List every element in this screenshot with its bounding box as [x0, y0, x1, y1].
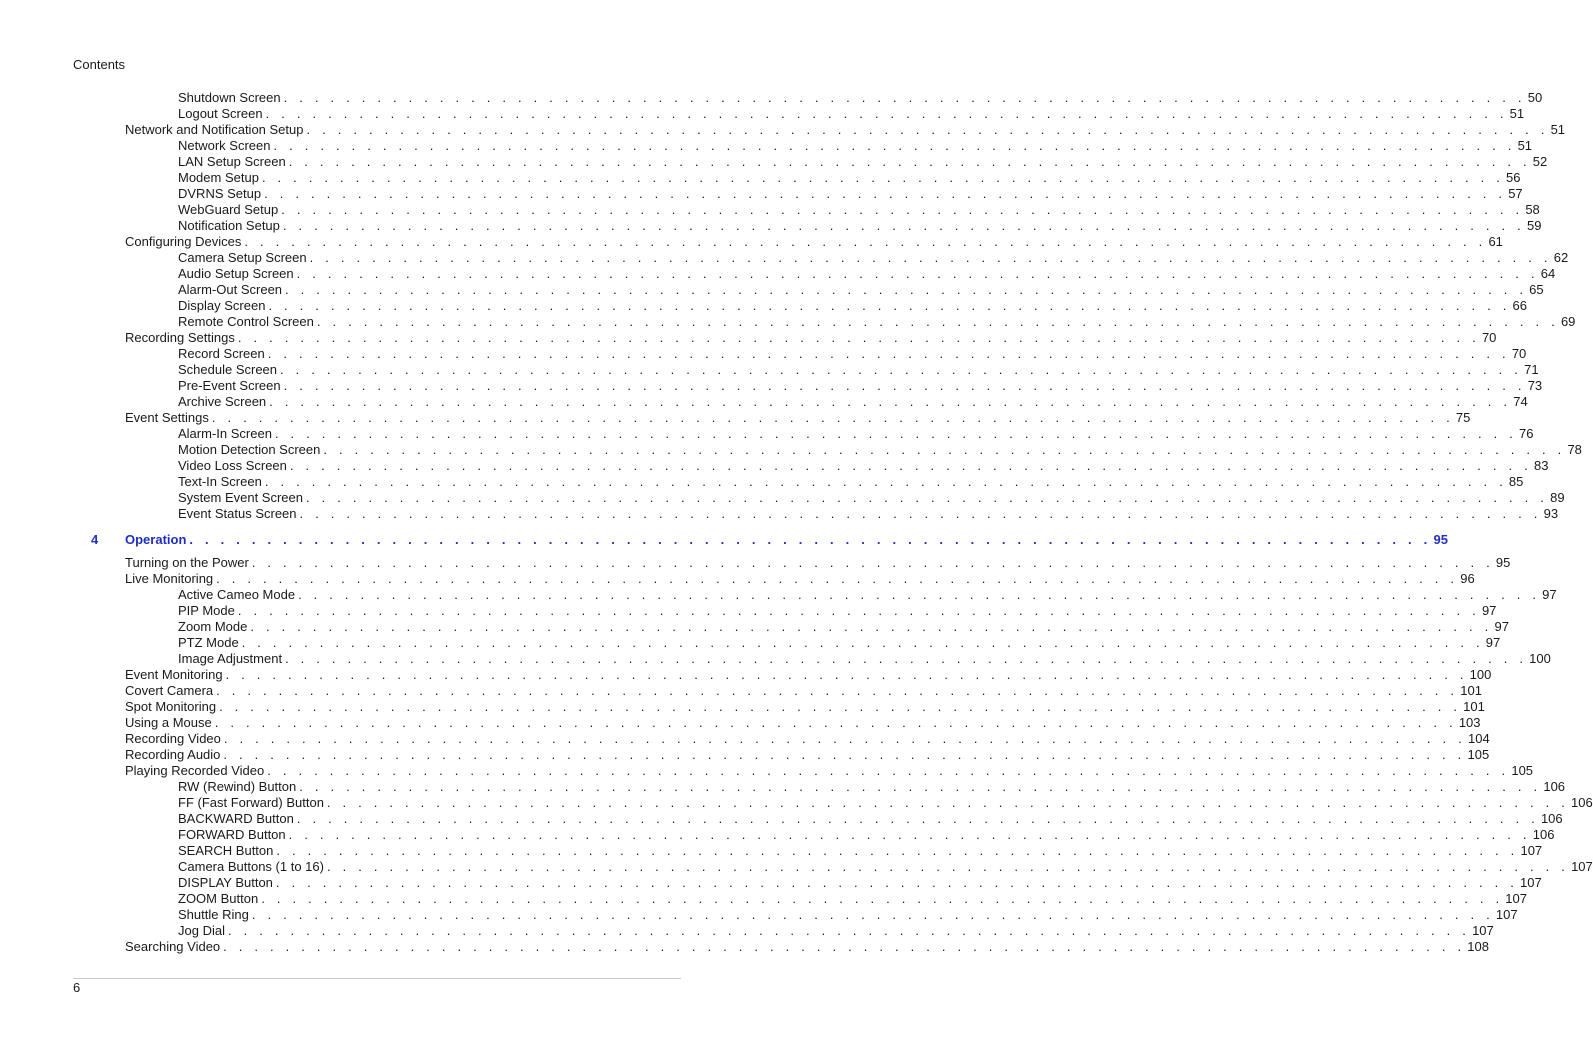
- toc-entry-page: 70: [1481, 330, 1497, 345]
- toc-entry[interactable]: [178, 138, 1533, 154]
- toc-entry-page: 106: [1532, 827, 1555, 842]
- toc-entry-page: 57: [1508, 186, 1523, 201]
- toc-entry-title: Jog Dial: [178, 923, 225, 938]
- toc-entry[interactable]: [125, 571, 1475, 587]
- toc-leader-dots: . . . . . . . . . . . . . . . . . . . . . . . . . . . . . . . . . . . . . . . . . . . . . . . . . . . . . . . . . . . . . . . . . . . . . . . . . . . . . . . .: [216, 683, 1459, 698]
- toc-entry[interactable]: [125, 667, 1492, 683]
- toc-entry[interactable]: [178, 923, 1494, 939]
- toc-chapter-entry[interactable]: [125, 532, 1448, 548]
- toc-entry-page: 95: [1495, 555, 1511, 570]
- toc-leader-dots: . . . . . . . . . . . . . . . . . . . . . . . . . . . . . . . . . . . . . . . . . . . . . . . . . . . . . . . . . . . . . . . . . . . . . . . . . . . . . . . .: [267, 763, 1510, 778]
- toc-entry[interactable]: [178, 458, 1549, 474]
- toc-entry-title: Motion Detection Screen: [178, 442, 321, 457]
- toc-chapter-number: 4: [91, 532, 99, 547]
- toc-entry-title: Configuring Devices: [125, 234, 242, 249]
- toc-entry[interactable]: [178, 298, 1527, 314]
- toc-entry-page: 50: [1527, 90, 1543, 105]
- toc-leader-dots: . . . . . . . . . . . . . . . . . . . . . . . . . . . . . . . . . . . . . . . . . . . . . . . . . . . . . . . . . . . . . . . . . . . . . . . . . . . . . . . .: [288, 154, 1531, 169]
- toc-entry-page: 106: [1543, 779, 1566, 794]
- toc-entry-title: Image Adjustment: [178, 651, 283, 666]
- toc-leader-dots: . . . . . . . . . . . . . . . . . . . . . . . . . . . . . . . . . . . . . . . . . . . . . . . . . . . . . . . . . . . . . . . . . . . . . . . . . . . . . . . .: [265, 106, 1508, 121]
- toc-entry-title: System Event Screen: [178, 490, 303, 505]
- toc-entry-title: PTZ Mode: [178, 635, 239, 650]
- toc-entry[interactable]: [125, 410, 1471, 426]
- toc-entry-page: 74: [1513, 394, 1528, 409]
- toc-entry-page: 70: [1511, 346, 1527, 361]
- toc-entry-title: Event Monitoring: [125, 667, 223, 682]
- toc-entry-page: 73: [1527, 378, 1543, 393]
- toc-entry[interactable]: [178, 587, 1557, 603]
- toc-entry-title: Using a Mouse: [125, 715, 212, 730]
- toc-entry[interactable]: [178, 90, 1543, 106]
- toc-leader-dots: . . . . . . . . . . . . . . . . . . . . . . . . . . . . . . . . . . . . . . . . . . . . . . . . . . . . . . . . . . . . . . . . . . . . . . . . . . . . . . . .: [309, 250, 1552, 265]
- toc-entry-title: Network and Notification Setup: [125, 122, 304, 137]
- toc-entry-page: 97: [1481, 603, 1497, 618]
- toc-entry[interactable]: [178, 362, 1539, 378]
- toc-entry-page: 52: [1532, 154, 1548, 169]
- toc-entry-page: 78: [1567, 442, 1582, 457]
- toc-entry-page: 65: [1529, 282, 1544, 297]
- toc-entry[interactable]: [178, 442, 1582, 458]
- toc-entry[interactable]: [125, 763, 1534, 779]
- toc-entry-title: Shutdown Screen: [178, 90, 281, 105]
- toc-entry-title: DVRNS Setup: [178, 186, 262, 201]
- toc-entry[interactable]: [125, 699, 1485, 715]
- toc-entry-title: Pre-Event Screen: [178, 378, 281, 393]
- toc-entry[interactable]: [125, 731, 1490, 747]
- toc-entry-page: 51: [1509, 106, 1525, 121]
- toc-leader-dots: . . . . . . . . . . . . . . . . . . . . . . . . . . . . . . . . . . . . . . . . . . . . . . . . . . . . . . . . . . . . . . . . . . . . . . . . . . . . . . . .: [250, 619, 1493, 634]
- toc-entry-title: Schedule Screen: [178, 362, 278, 377]
- toc-entry[interactable]: [178, 619, 1509, 635]
- toc-entry-title: Shuttle Ring: [178, 907, 249, 922]
- toc-entry-page: 83: [1533, 458, 1549, 473]
- toc-entry-title: Recording Audio: [125, 747, 221, 762]
- toc-leader-dots: . . . . . . . . . . . . . . . . . . . . . . . . . . . . . . . . . . . . . . . . . . . . . . . . . . . . . . . . . . . . . . . . . . . . . . . . . . . . . . . .: [244, 234, 1487, 249]
- toc-entry[interactable]: [125, 683, 1482, 699]
- toc-entry[interactable]: [178, 154, 1548, 170]
- toc-entry-page: 89: [1550, 490, 1565, 505]
- toc-entry[interactable]: [125, 122, 1566, 138]
- toc-entry-title: Modem Setup: [178, 170, 259, 185]
- toc-entry-page: 56: [1506, 170, 1521, 185]
- toc-leader-dots: . . . . . . . . . . . . . . . . . . . . . . . . . . . . . . . . . . . . . . . . . . . . . . . . . . . . . . . . . . . . . . . . . . . . . . . . . . . . . . . .: [298, 587, 1541, 602]
- toc-entry-title: Live Monitoring: [125, 571, 214, 586]
- toc-entry-page: 64: [1540, 266, 1556, 281]
- toc-entry[interactable]: [178, 266, 1556, 282]
- toc-entry-title: SEARCH Button: [178, 843, 274, 858]
- toc-entry-title: Network Screen: [178, 138, 271, 153]
- toc-entry-title: Operation: [125, 532, 187, 547]
- toc-entry-page: 71: [1524, 362, 1539, 377]
- toc-entry[interactable]: [125, 747, 1490, 763]
- toc-entry-page: 101: [1463, 699, 1485, 714]
- toc-leader-dots: . . . . . . . . . . . . . . . . . . . . . . . . . . . . . . . . . . . . . . . . . . . . . . . . . . . . . . . . . . . . . . . . . . . . . . . . . . . . . . . .: [216, 571, 1459, 586]
- toc-entry-title: Camera Setup Screen: [178, 250, 307, 265]
- toc-entry[interactable]: [178, 779, 1566, 795]
- toc-leader-dots: . . . . . . . . . . . . . . . . . . . . . . . . . . . . . . . . . . . . . . . . . . . . . . . . . . . . . . . . . . . . . . . . . . . . . . . . . . . . . . . .: [299, 779, 1542, 794]
- toc-entry[interactable]: [178, 314, 1576, 330]
- toc-entry-page: 104: [1467, 731, 1490, 746]
- toc-leader-dots: . . . . . . . . . . . . . . . . . . . . . . . . . . . . . . . . . . . . . . . . . . . . . . . . . . . . . . . . . . . . . . . . . . . . . . . . . . . . . . . .: [251, 907, 1494, 922]
- toc-leader-dots: . . . . . . . . . . . . . . . . . . . . . . . . . . . . . . . . . . . . . . . . . . . . . . . . . . . . . . . . . . . . . . . . . . . . . . . . . . . . . . . .: [211, 410, 1454, 425]
- toc-entry-title: Recording Video: [125, 731, 221, 746]
- toc-leader-dots: . . . . . . . . . . . . . . . . . . . . . . . . . . . . . . . . . . . . . . . . . . . . . . . . . . . . . . . . . . . . . . . . . . . . . . . . . . . . . . . .: [276, 843, 1519, 858]
- toc-entry-title: Spot Monitoring: [125, 699, 217, 714]
- toc-leader-dots: . . . . . . . . . . . . . . . . . . . . . . . . . . . . . . . . . . . . . . . . . . . . . . . . . . . . . . . . . . . . . . . . . . . . . . . . . . . . . . . .: [306, 490, 1549, 505]
- toc-entry-page: 97: [1542, 587, 1557, 602]
- running-header: Contents: [73, 57, 126, 72]
- toc-entry[interactable]: [178, 795, 1593, 811]
- toc-entry[interactable]: [178, 875, 1542, 891]
- toc-leader-dots: . . . . . . . . . . . . . . . . . . . . . . . . . . . . . . . . . . . . . . . . . . . . . . . . . . . . . . . . . . . . . . . . . . . . . . . . . . . . . . . .: [280, 362, 1523, 377]
- toc-entry[interactable]: [178, 490, 1565, 506]
- toc-leader-dots: . . . . . . . . . . . . . . . . . . . . . . . . . . . . . . . . . . . . . . . . . . . . . . . . . . . . . . . . . . . . . . . . . . . . . . . . . . . . . . . .: [285, 651, 1528, 666]
- toc-entry[interactable]: [178, 827, 1555, 843]
- toc-leader-dots: . . . . . . . . . . . . . . . . . . . . . . . . . . . . . . . . . . . . . . . . . . . . . . . . . . . . . . . . . . . . . . . . . . . . . . . . . . . . . . . .: [261, 170, 1505, 185]
- toc-entry-title: LAN Setup Screen: [178, 154, 286, 169]
- footer-rule: [73, 978, 681, 979]
- toc-entry-title: DISPLAY Button: [178, 875, 273, 890]
- toc-entry-page: 100: [1469, 667, 1492, 682]
- toc-leader-dots: . . . . . . . . . . . . . . . . . . . . . . . . . . . . . . . . . . . . . . . . . . . . . . . . . . . . . . . . . . . . . . . . . . . . . . . . . . . . . . . .: [296, 811, 1539, 826]
- toc-entry-title: RW (Rewind) Button: [178, 779, 297, 794]
- toc-entry-page: 107: [1495, 907, 1518, 922]
- toc-entry-page: 75: [1455, 410, 1471, 425]
- toc-entry-title: Playing Recorded Video: [125, 763, 265, 778]
- toc-entry-title: BACKWARD Button: [178, 811, 294, 826]
- toc-entry[interactable]: [178, 186, 1523, 202]
- toc-leader-dots: . . . . . . . . . . . . . . . . . . . . . . . . . . . . . . . . . . . . . . . . . . . . . . . . . . . . . . . . . . . . . . . . . . . . . . . . . . . . . . . .: [225, 667, 1468, 682]
- toc-entry[interactable]: [125, 330, 1497, 346]
- toc-entry[interactable]: [178, 346, 1527, 362]
- toc-entry[interactable]: [125, 234, 1503, 250]
- toc-entry-title: Remote Control Screen: [178, 314, 314, 329]
- toc-entry-page: 76: [1519, 426, 1534, 441]
- toc-entry[interactable]: [178, 635, 1501, 651]
- toc-entry[interactable]: [178, 250, 1569, 266]
- toc-entry-page: 93: [1543, 506, 1559, 521]
- toc-leader-dots: . . . . . . . . . . . . . . . . . . . . . . . . . . . . . . . . . . . . . . . . . . . . . . . . . . . . . . . . . . . . . . . . . . . . . . . . . . . . . . . .: [268, 298, 1511, 313]
- toc-entry-page: 96: [1460, 571, 1475, 586]
- toc-entry-page: 95: [1433, 532, 1448, 547]
- toc-entry[interactable]: [125, 555, 1511, 571]
- toc-entry-page: 106: [1540, 811, 1563, 826]
- toc-leader-dots: . . . . . . . . . . . . . . . . . . . . . . . . . . . . . . . . . . . . . . . . . . . . . . . . . . . . . . . . . . . . . . . . . . . . . . . . . . . . . . . .: [227, 923, 1471, 938]
- toc-leader-dots: . . . . . . . . . . . . . . . . . . . . . . . . . . . . . . . . . . . . . . . . . . . . . . . . . . . . . . . . . . . . . . . . . . . . . . . . . . . . . . . .: [275, 875, 1519, 890]
- toc-entry-title: Event Status Screen: [178, 506, 297, 521]
- toc-entry-title: Text-In Screen: [178, 474, 262, 489]
- toc-leader-dots: . . . . . . . . . . . . . . . . . . . . . . . . . . . . . . . . . . . . . . . . . . . . . . . . . . . . . . . . . . . . . . . . . . . . . . . . . . . . . . . .: [282, 218, 1525, 233]
- toc-entry-page: 107: [1571, 859, 1593, 874]
- toc-entry-title: FF (Fast Forward) Button: [178, 795, 324, 810]
- toc-entry-page: 51: [1517, 138, 1533, 153]
- toc-leader-dots: . . . . . . . . . . . . . . . . . . . . . . . . . . . . . . . . . . . . . . . . . . . . . . . . . . . . . . . . . . . . . . . . . . . . . . . . . . . . . . . .: [326, 795, 1570, 810]
- toc-leader-dots: . . . . . . . . . . . . . . . . . . . . . . . . . . . . . . . . . . . . . . . . . . . . . . . . . . . . . . . . . . . . . . . . . . . . . . . . . . . . . . . .: [251, 555, 1494, 570]
- toc-entry[interactable]: [178, 474, 1524, 490]
- toc-entry-title: Alarm-Out Screen: [178, 282, 283, 297]
- toc-leader-dots: . . . . . . . . . . . . . . . . . . . . . . . . . . . . . . . . . . . . . . . . . . . . . . . . . . . . . . . . . . . . . . . . . . . . . . . . . . . . . . . .: [237, 330, 1480, 345]
- toc-entry[interactable]: [178, 811, 1563, 827]
- toc-entry-title: ZOOM Button: [178, 891, 259, 906]
- toc-leader-dots: . . . . . . . . . . . . . . . . . . . . . . . . . . . . . . . . . . . . . . . . . . . . . . . . . . . . . . . . . . . . . . . . . . . . . . . . . . . . . . . .: [223, 747, 1466, 762]
- toc-leader-dots: . . . . . . . . . . . . . . . . . . . . . . . . . . . . . . . . . . . . . . . . . . . . . . . . . . . . . . . . . . . . . . . . . . . . . . . . . . . . . . . .: [264, 474, 1507, 489]
- toc-entry-page: 101: [1460, 683, 1482, 698]
- toc-leader-dots: . . . . . . . . . . . . . . . . . . . . . . . . . . . . . . . . . . . . . . . . . . . . . . . . . . . . . . . . . . . . . . . . . . . . . . . . . . . . . . . .: [326, 859, 1570, 874]
- toc-entry-page: 107: [1520, 843, 1543, 858]
- toc-leader-dots: . . . . . . . . . . . . . . . . . . . . . . . . . . . . . . . . . . . . . . . . . . . . . . . . . . . . . . . . . . . . . . . . . . . . . . . . . . . . . . . .: [264, 186, 1507, 201]
- toc-entry-title: Recording Settings: [125, 330, 235, 345]
- toc-leader-dots: . . . . . . . . . . . . . . . . . . . . . . . . . . . . . . . . . . . . . . . . . . . . . . . . . . . . . . . . . . . . . . . . . . . . . . . . . . . . . . . .: [189, 532, 1432, 547]
- toc-entry[interactable]: [178, 282, 1544, 298]
- toc-leader-dots: . . . . . . . . . . . . . . . . . . . . . . . . . . . . . . . . . . . . . . . . . . . . . . . . . . . . . . . . . . . . . . . . . . . . . . . . . . . . . . . .: [274, 426, 1518, 441]
- toc-leader-dots: . . . . . . . . . . . . . . . . . . . . . . . . . . . . . . . . . . . . . . . . . . . . . . . . . . . . . . . . . . . . . . . . . . . . . . . . . . . . . . . .: [289, 458, 1532, 473]
- toc-entry-page: 69: [1560, 314, 1576, 329]
- toc-entry-title: Logout Screen: [178, 106, 263, 121]
- toc-entry-page: 100: [1529, 651, 1551, 666]
- toc-entry-page: 106: [1571, 795, 1593, 810]
- toc-leader-dots: . . . . . . . . . . . . . . . . . . . . . . . . . . . . . . . . . . . . . . . . . . . . . . . . . . . . . . . . . . . . . . . . . . . . . . . . . . . . . . . .: [283, 90, 1526, 105]
- toc-entry-title: Display Screen: [178, 298, 266, 313]
- toc-entry-page: 51: [1550, 122, 1566, 137]
- toc-entry-page: 58: [1525, 202, 1540, 217]
- toc-leader-dots: . . . . . . . . . . . . . . . . . . . . . . . . . . . . . . . . . . . . . . . . . . . . . . . . . . . . . . . . . . . . . . . . . . . . . . . . . . . . . . . .: [223, 731, 1466, 746]
- toc-entry[interactable]: [178, 394, 1528, 410]
- toc-entry-page: 85: [1508, 474, 1524, 489]
- toc-entry-page: 97: [1485, 635, 1501, 650]
- toc-entry[interactable]: [178, 218, 1542, 234]
- toc-entry[interactable]: [178, 907, 1518, 923]
- toc-leader-dots: . . . . . . . . . . . . . . . . . . . . . . . . . . . . . . . . . . . . . . . . . . . . . . . . . . . . . . . . . . . . . . . . . . . . . . . . . . . . . . . .: [323, 442, 1566, 457]
- toc-leader-dots: . . . . . . . . . . . . . . . . . . . . . . . . . . . . . . . . . . . . . . . . . . . . . . . . . . . . . . . . . . . . . . . . . . . . . . . . . . . . . . . .: [273, 138, 1516, 153]
- toc-entry-title: Covert Camera: [125, 683, 214, 698]
- toc-entry-page: 107: [1472, 923, 1494, 938]
- toc-entry-title: Active Cameo Mode: [178, 587, 296, 602]
- toc-entry-title: Turning on the Power: [125, 555, 249, 570]
- toc-leader-dots: . . . . . . . . . . . . . . . . . . . . . . . . . . . . . . . . . . . . . . . . . . . . . . . . . . . . . . . . . . . . . . . . . . . . . . . . . . . . . . . .: [241, 635, 1484, 650]
- toc-entry-page: 107: [1505, 891, 1527, 906]
- toc-entry[interactable]: [125, 715, 1481, 731]
- toc-leader-dots: . . . . . . . . . . . . . . . . . . . . . . . . . . . . . . . . . . . . . . . . . . . . . . . . . . . . . . . . . . . . . . . . . . . . . . . . . . . . . . . .: [306, 122, 1549, 137]
- toc-leader-dots: . . . . . . . . . . . . . . . . . . . . . . . . . . . . . . . . . . . . . . . . . . . . . . . . . . . . . . . . . . . . . . . . . . . . . . . . . . . . . . . .: [299, 506, 1542, 521]
- toc-leader-dots: . . . . . . . . . . . . . . . . . . . . . . . . . . . . . . . . . . . . . . . . . . . . . . . . . . . . . . . . . . . . . . . . . . . . . . . . . . . . . . . .: [219, 699, 1462, 714]
- toc-leader-dots: . . . . . . . . . . . . . . . . . . . . . . . . . . . . . . . . . . . . . . . . . . . . . . . . . . . . . . . . . . . . . . . . . . . . . . . . . . . . . . . .: [288, 827, 1531, 842]
- toc-entry[interactable]: [178, 843, 1543, 859]
- toc-leader-dots: . . . . . . . . . . . . . . . . . . . . . . . . . . . . . . . . . . . . . . . . . . . . . . . . . . . . . . . . . . . . . . . . . . . . . . . . . . . . . . . .: [269, 394, 1512, 409]
- toc-leader-dots: . . . . . . . . . . . . . . . . . . . . . . . . . . . . . . . . . . . . . . . . . . . . . . . . . . . . . . . . . . . . . . . . . . . . . . . . . . . . . . . .: [237, 603, 1480, 618]
- toc-entry-title: Event Settings: [125, 410, 209, 425]
- toc-entry[interactable]: [178, 170, 1521, 186]
- toc-entry-title: Audio Setup Screen: [178, 266, 294, 281]
- toc-entry-title: Archive Screen: [178, 394, 267, 409]
- toc-entry[interactable]: [178, 106, 1525, 122]
- toc-entry[interactable]: [178, 651, 1551, 667]
- toc-entry-title: Video Loss Screen: [178, 458, 287, 473]
- toc-entry-page: 105: [1467, 747, 1490, 762]
- toc-leader-dots: . . . . . . . . . . . . . . . . . . . . . . . . . . . . . . . . . . . . . . . . . . . . . . . . . . . . . . . . . . . . . . . . . . . . . . . . . . . . . . . .: [261, 891, 1504, 906]
- toc-entry-page: 62: [1553, 250, 1569, 265]
- toc-entry-page: 59: [1527, 218, 1542, 233]
- toc-leader-dots: . . . . . . . . . . . . . . . . . . . . . . . . . . . . . . . . . . . . . . . . . . . . . . . . . . . . . . . . . . . . . . . . . . . . . . . . . . . . . . . .: [285, 282, 1528, 297]
- toc-entry[interactable]: [178, 426, 1534, 442]
- toc-entry[interactable]: [178, 859, 1593, 875]
- toc-entry-title: PIP Mode: [178, 603, 235, 618]
- toc-entry-title: Notification Setup: [178, 218, 280, 233]
- toc-entry-title: Zoom Mode: [178, 619, 248, 634]
- toc-entry-page: 105: [1511, 763, 1534, 778]
- toc-entry-page: 97: [1494, 619, 1509, 634]
- toc-entry-page: 108: [1467, 939, 1489, 954]
- toc-entry-page: 66: [1512, 298, 1527, 313]
- toc-entry-title: Camera Buttons (1 to 16): [178, 859, 324, 874]
- toc-entry-title: WebGuard Setup: [178, 202, 279, 217]
- toc-entry-title: Alarm-In Screen: [178, 426, 272, 441]
- toc-leader-dots: . . . . . . . . . . . . . . . . . . . . . . . . . . . . . . . . . . . . . . . . . . . . . . . . . . . . . . . . . . . . . . . . . . . . . . . . . . . . . . . .: [296, 266, 1539, 281]
- toc-entry[interactable]: [178, 506, 1559, 522]
- toc-entry-page: 61: [1488, 234, 1503, 249]
- toc-entry-title: Searching Video: [125, 939, 221, 954]
- toc-leader-dots: . . . . . . . . . . . . . . . . . . . . . . . . . . . . . . . . . . . . . . . . . . . . . . . . . . . . . . . . . . . . . . . . . . . . . . . . . . . . . . . .: [267, 346, 1510, 361]
- toc-entry[interactable]: [125, 939, 1489, 955]
- toc-entry[interactable]: [178, 202, 1540, 218]
- toc-entry-title: FORWARD Button: [178, 827, 286, 842]
- toc-entry-title: Record Screen: [178, 346, 265, 361]
- toc-leader-dots: . . . . . . . . . . . . . . . . . . . . . . . . . . . . . . . . . . . . . . . . . . . . . . . . . . . . . . . . . . . . . . . . . . . . . . . . . . . . . . . .: [214, 715, 1457, 730]
- toc-entry-page: 103: [1458, 715, 1481, 730]
- toc-leader-dots: . . . . . . . . . . . . . . . . . . . . . . . . . . . . . . . . . . . . . . . . . . . . . . . . . . . . . . . . . . . . . . . . . . . . . . . . . . . . . . . .: [281, 202, 1524, 217]
- toc-leader-dots: . . . . . . . . . . . . . . . . . . . . . . . . . . . . . . . . . . . . . . . . . . . . . . . . . . . . . . . . . . . . . . . . . . . . . . . . . . . . . . . .: [283, 378, 1526, 393]
- toc-entry-page: 107: [1520, 875, 1542, 890]
- footer-page-number: 6: [73, 980, 81, 995]
- toc-entry[interactable]: [178, 603, 1497, 619]
- toc-entry[interactable]: [178, 891, 1527, 907]
- toc-entry[interactable]: [178, 378, 1543, 394]
- toc-leader-dots: . . . . . . . . . . . . . . . . . . . . . . . . . . . . . . . . . . . . . . . . . . . . . . . . . . . . . . . . . . . . . . . . . . . . . . . . . . . . . . . .: [223, 939, 1466, 954]
- toc-leader-dots: . . . . . . . . . . . . . . . . . . . . . . . . . . . . . . . . . . . . . . . . . . . . . . . . . . . . . . . . . . . . . . . . . . . . . . . . . . . . . . . .: [316, 314, 1559, 329]
